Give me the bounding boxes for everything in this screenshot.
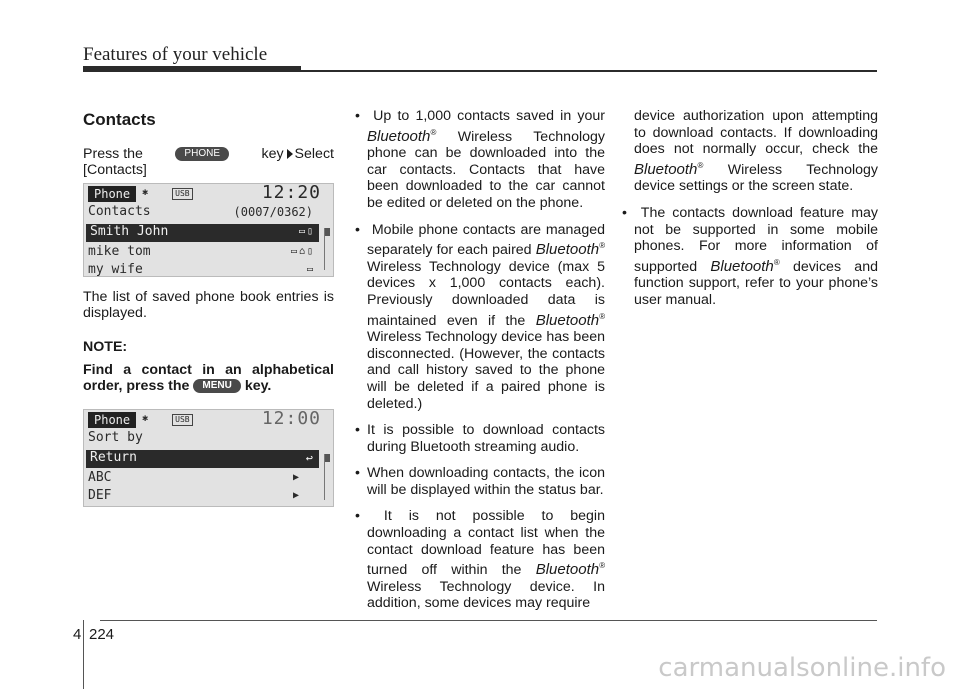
contacts-screen [83, 183, 334, 277]
bullet-list [622, 205, 878, 309]
sort-option-row[interactable] [86, 450, 319, 468]
bluetooth-brand [634, 161, 703, 178]
phone-tab: Phone [88, 186, 136, 202]
registered-mark: ® [773, 257, 780, 267]
sort-option-row[interactable] [84, 470, 319, 488]
usb-icon: USB [172, 414, 192, 426]
bullet-text: Wireless Technology phone can be downloaded into the car contacts. Contacts that have been downloaded to the car cannot be edited or deleted on the phone. [367, 128, 605, 211]
bluetooth-icon: ✱ [142, 413, 149, 425]
bullet-item: • When downloading contacts, the icon will be displayed within the status bar. [355, 465, 605, 498]
brand-word: Bluetooth [367, 127, 431, 145]
column-left [83, 108, 334, 507]
bluetooth-brand [367, 128, 436, 145]
description-text: The list of saved phone book entries is displayed. [83, 288, 334, 322]
note-text [83, 362, 334, 395]
brand-word: Bluetooth [535, 241, 600, 259]
press-prefix: Press the [83, 145, 143, 162]
instruction-line [83, 146, 334, 163]
contact-row[interactable] [84, 262, 319, 280]
contact-type-icon: ▭⌂▯ [290, 246, 315, 258]
chevron-right-icon: ▶ [292, 490, 299, 502]
scrollbar[interactable] [324, 228, 330, 270]
bullet-item [355, 508, 605, 612]
clock: 12:20 [261, 182, 321, 204]
contact-row[interactable] [84, 244, 319, 262]
screen-header-label: Contacts [88, 204, 151, 220]
select-word: Select [294, 145, 334, 162]
note-prefix: Find a contact in an alphabetical order, press the [83, 361, 334, 395]
bullet-text: Wireless Technology device settings or the screen state. [634, 161, 878, 195]
contact-row[interactable] [86, 224, 319, 242]
header-rule-thick [83, 66, 301, 72]
bullet-text: Mobile phone contacts are managed separately for each paired [367, 221, 605, 259]
bullet-item: • It is possible to download contacts during Bluetooth streaming audio. [355, 422, 605, 455]
brand-word: Bluetooth [710, 257, 774, 275]
registered-mark: ® [599, 241, 605, 251]
footer-divider [83, 620, 84, 689]
status-bar [84, 184, 333, 204]
contact-type-icon: ▭ [306, 264, 315, 276]
chapter-number: 4 [73, 626, 82, 643]
bullet-text: device authorization upon attempting to download contacts. If downloading does not normally occur, check the [634, 108, 878, 158]
bullet-text: It is not possible to begin downloading a contact list when the contact download feature has been turned off within the [367, 508, 605, 579]
brand-word: Bluetooth [535, 561, 600, 579]
bullet-text: Wireless Technology device. In addition, some devices may require [367, 578, 605, 612]
registered-mark: ® [599, 311, 605, 321]
brand-word: Bluetooth [634, 160, 698, 178]
bullet-item [355, 222, 605, 413]
sort-option-label: Return [90, 450, 137, 466]
contact-type-icon: ▭▯ [298, 226, 315, 238]
return-icon: ↩ [305, 451, 313, 466]
note-title: NOTE: [83, 338, 128, 355]
column-right [622, 108, 878, 319]
section-title: Contacts [83, 110, 156, 129]
bullet-text: Wireless Technology device (max 5 devices x 1,000 contacts each). Previously downloaded data is maintained even if the [367, 258, 605, 329]
registered-mark: ® [599, 561, 605, 571]
sort-option-label: DEF [88, 488, 112, 504]
bluetooth-brand [536, 561, 605, 578]
usb-icon: USB [172, 188, 192, 200]
phone-tab: Phone [88, 412, 136, 428]
bullet-text: Up to 1,000 contacts saved in your [373, 108, 605, 124]
screen-header-label: Sort by [88, 430, 143, 446]
bullet-continuation [622, 108, 878, 195]
bullet-list [355, 108, 605, 612]
bluetooth-icon: ✱ [142, 187, 149, 199]
status-bar [84, 410, 333, 430]
bluetooth-brand [536, 312, 605, 329]
contact-name: my wife [88, 262, 143, 278]
column-middle [355, 108, 605, 622]
page-header-title: Features of your vehicle [83, 44, 268, 65]
sort-option-label: ABC [88, 470, 112, 486]
contact-name: mike tom [88, 244, 151, 260]
note-suffix: key. [244, 378, 272, 395]
select-target: [Contacts] [83, 162, 147, 179]
bullet-text: Wireless Technology device has been disconnected. (However, the contacts and call history saved to the phone will be deleted if a paired phone is deleted.) [367, 329, 605, 412]
brand-word: Bluetooth [535, 311, 600, 329]
key-word: key [261, 145, 284, 162]
header-rule-thin [301, 70, 877, 72]
footer-rule [100, 620, 877, 621]
chevron-right-icon: ▶ [292, 472, 299, 484]
registered-mark: ® [430, 127, 437, 137]
bluetooth-brand [536, 241, 605, 258]
contacts-count: (0007/0362) [233, 205, 313, 220]
bluetooth-brand [710, 258, 779, 275]
sort-screen [83, 409, 334, 507]
bullet-item [355, 108, 605, 212]
screen-header-row [84, 430, 333, 448]
clock: 12:00 [261, 408, 321, 430]
bullet-text: The contacts download feature may not be supported in some mobile phones. For more information of supported [634, 204, 878, 275]
instruction-tail [261, 146, 334, 163]
registered-mark: ® [697, 160, 704, 170]
scrollbar[interactable] [324, 454, 330, 500]
phone-key-badge: PHONE [175, 147, 229, 161]
arrow-right-icon [287, 149, 293, 159]
sort-option-row[interactable] [84, 488, 319, 506]
bullet-item [622, 205, 878, 309]
page-number: 224 [89, 626, 115, 643]
watermark: carmanualsonline.info [658, 653, 946, 683]
contact-name: Smith John [90, 224, 169, 240]
bullet-text: devices and function support, refer to your phone’s user manual. [634, 258, 878, 308]
screen-header-row [84, 204, 333, 222]
menu-key-badge: MENU [193, 379, 240, 393]
